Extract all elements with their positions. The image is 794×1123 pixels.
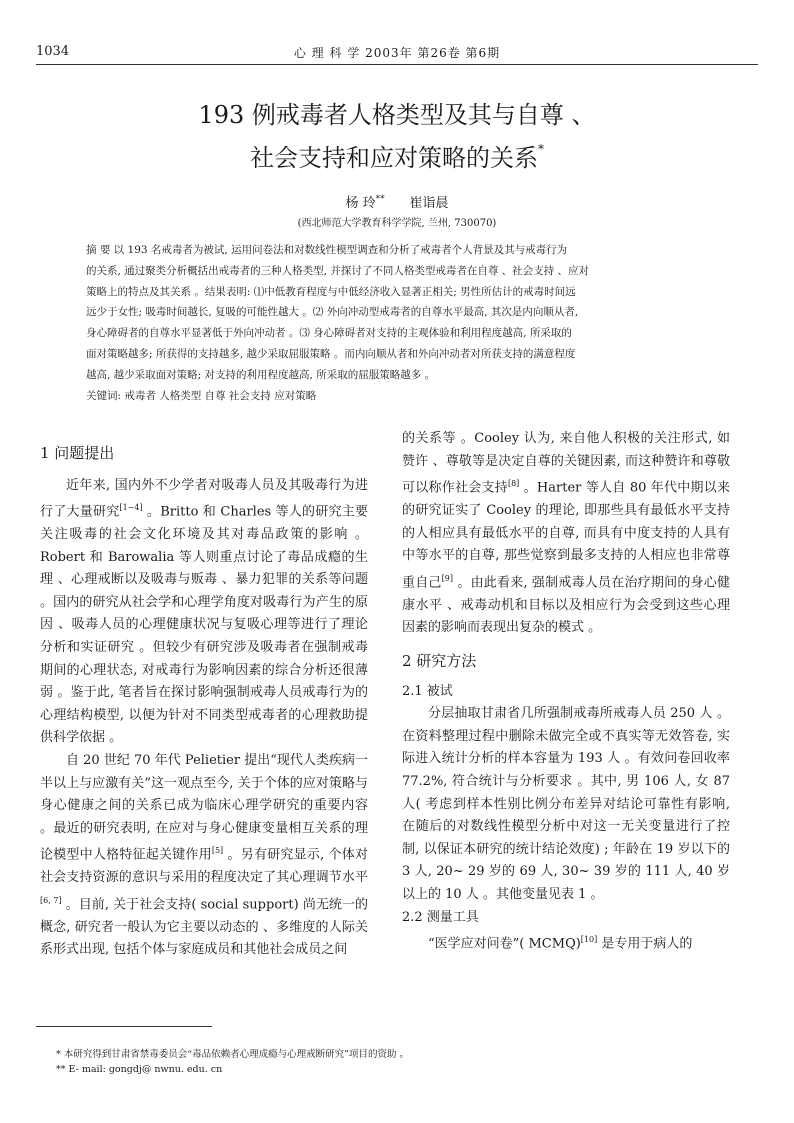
citation: [9] [441, 573, 453, 583]
abstract-line: 摘 要 以 193 名戒毒者为被试, 运用问卷法和对数线性模型调查和分析了戒毒者个人背景及其与戒毒行为 [86, 244, 568, 256]
citation: [10] [580, 935, 598, 945]
paragraph-2 [40, 750, 368, 962]
affiliation: (西北师范大学教育科学学院, 兰州, 730070) [297, 218, 497, 229]
paragraph-3-text: 。由此看来, 强制戒毒人员在治疗期间的身心健康水平 、戒毒动机和目标以及相应行为会受到这些心理因素的影响而表现出复杂的模式 。 [402, 575, 730, 636]
paragraph-1-text: 。Britto 和 Charles 等人的研究主要关注吸毒的社会文化环境及其对毒品政策的影响 。Robert 和 Barowalia 等人则重点讨论了毒品成瘾的生理 、心理戒断以及吸毒与贩毒 、暴力犯罪的关系等问题 。国内的研究从社会学和心理学角度对吸毒行为产生的原因 、吸毒人员的心理健康状况与复吸心理等进行了理论分析和实证研究 。但较少有研究涉及吸毒者在强制戒毒期间的心理状态, 对戒毒行为影响因素的综合分析还很薄弱 。鉴于此, 笔者旨在探讨影响强制戒毒人员戒毒行为的心理结构模型, 以便为针对不同类型戒毒者的心理救助提供科学依据 。 [40, 504, 368, 746]
title-footnote-marker: * [538, 142, 544, 156]
footnote-2: ** E- mail: gongdj@ nwnu. edu. cn [56, 1064, 223, 1075]
title-line-2 [0, 134, 794, 177]
paragraph-5-text: 是专用于病人的 [597, 936, 693, 952]
author-1-mark: ** [375, 194, 385, 205]
abstract-line: 远少于女性; 吸毒时间越长, 复吸的可能性越大 。⑵ 外向冲动型戒毒者的自尊水平最高, 其次是内向顺从者, [86, 306, 579, 319]
citation: [5] [211, 846, 224, 856]
footnote-1: * 本研究得到甘肃省禁毒委员会“毒品依赖者心理成瘾与心理戒断研究”项目的资助 。 [56, 1049, 410, 1060]
header-rule [36, 64, 758, 65]
paragraph-3 [402, 428, 730, 640]
subsection-2-1-heading: 2.1 被试 [402, 683, 453, 699]
title-line-2-text: 社会支持和应对策略的关系 [250, 144, 538, 172]
paragraph-3-text: 。Harter 等人自 80 年代中期以来的研究证实了 Cooley 的理论, 即那些具有最低水平支持的人相应具有最低水平的自尊, 而具有中度支持的人具有中等水平的自尊, 那些觉察到最多支持的人相应也非常尊重自己 [402, 480, 730, 591]
abstract-line: 越高, 越少采取面对策略; 对支持的利用程度越高, 所采取的屈服策略越多 。 [86, 368, 436, 381]
paragraph-5-text: “医学应对问卷”( MCMQ) [428, 936, 581, 952]
abstract-line: 的关系, 通过聚类分析概括出戒毒者的三种人格类型, 并探讨了不同人格类型戒毒者在自尊 、社会支持 、应对 [86, 264, 590, 277]
paragraph-2-text: 。目前, 关于社会支持( social support) 尚无统一的概念, 研究者一般认为它主要以动态的 、多维度的人际关系形式出现, 包括个体与家庭成员和其他社会成员之间 [40, 897, 368, 958]
footnote-rule [36, 1026, 212, 1027]
paragraph-3-text: 的关系等 。Cooley 认为, 来自他人积极的关注形式, 如赞许 、尊敬等是决定自尊的关键因素, 而这种赞许和尊敬可以称作社会支持 [402, 431, 730, 496]
keywords: 关键词: 戒毒者 人格类型 自尊 社会支持 应对策略 [86, 389, 317, 402]
right-column [402, 428, 730, 956]
paragraph-2-text: 。另有研究显示, 个体对社会支持资源的意识与采用的程度决定了其心理调节水平 [40, 847, 368, 886]
citation: [1~4] [119, 503, 143, 513]
citation: [6, 7] [40, 895, 62, 905]
paragraph-2-text: 自 20 世纪 70 年代 Pelietier 提出“现代人类疾病一半以上与应激有关”这一观点至今, 关于个体的应对策略与身心健康之间的关系已成为临床心理学研究的重要内容 。最近的研究表明, 在应对与身心健康变量相互关系的理论模型中人格特征起关键作用 [40, 753, 368, 863]
authors [0, 192, 794, 211]
author-1: 杨 玲 [345, 196, 376, 211]
paragraph-4: 分层抽取甘肃省几所强制戒毒所戒毒人员 250 人 。在资料整理过程中删除未做完全或不真实等无效答卷, 实际进入统计分析的样本容量为 193 人 。有效问卷回收率 77.2%, 符合统计与分析要求 。其中, 男 106 人, 女 87 人( 考虑到样本性别比例分布差异对结论可靠性有影响, 在随后的对数线性模型分析中对这一无关变量进行了控制, 以保证本研究的统计结论效度) ; 年龄在 19 岁以下的 3 人, 20~ 29 岁的 69 人, 30~ 39 岁的 111 人, 40 岁以上的 10 人 。其他变量见表 1 。 [402, 706, 730, 902]
abstract-line: 策略上的特点及其关系 。结果表明: ⑴中低教育程度与中低经济收入显著正相关; 男性所估计的戒毒时间远 [86, 285, 576, 298]
subsection-2-2-heading: 2.2 测量工具 [402, 909, 479, 925]
title-line-1: 193 例戒毒者人格类型及其与自尊 、 [198, 101, 596, 129]
paragraph-5 [402, 929, 730, 956]
paragraph-1 [40, 475, 368, 750]
page-number: 1034 [36, 44, 70, 59]
abstract-line: 面对策略越多; 所获得的支持越多, 越少采取屈服策略 。而内向顺从者和外向冲动者对所获支持的满意程度 [86, 347, 576, 360]
section-1-heading: 1 问题提出 [40, 444, 115, 462]
abstract [86, 240, 711, 406]
citation: [8] [507, 479, 520, 489]
section-2-heading: 2 研究方法 [402, 652, 477, 670]
abstract-line: 身心障碍者的自尊水平显著低于外向冲动者 。⑶ 身心障碍者对支持的主观体验和利用程度越高, 所采取的 [86, 327, 572, 340]
journal-header: 心 理 科 学 2003年 第26卷 第6期 [293, 46, 501, 60]
left-column [40, 442, 368, 962]
paragraph-1-text: 近年来, 国内外不少学者对吸毒人员及其吸毒行为进行了大量研究 [40, 477, 368, 520]
author-2: 崔诣晨 [409, 196, 449, 211]
